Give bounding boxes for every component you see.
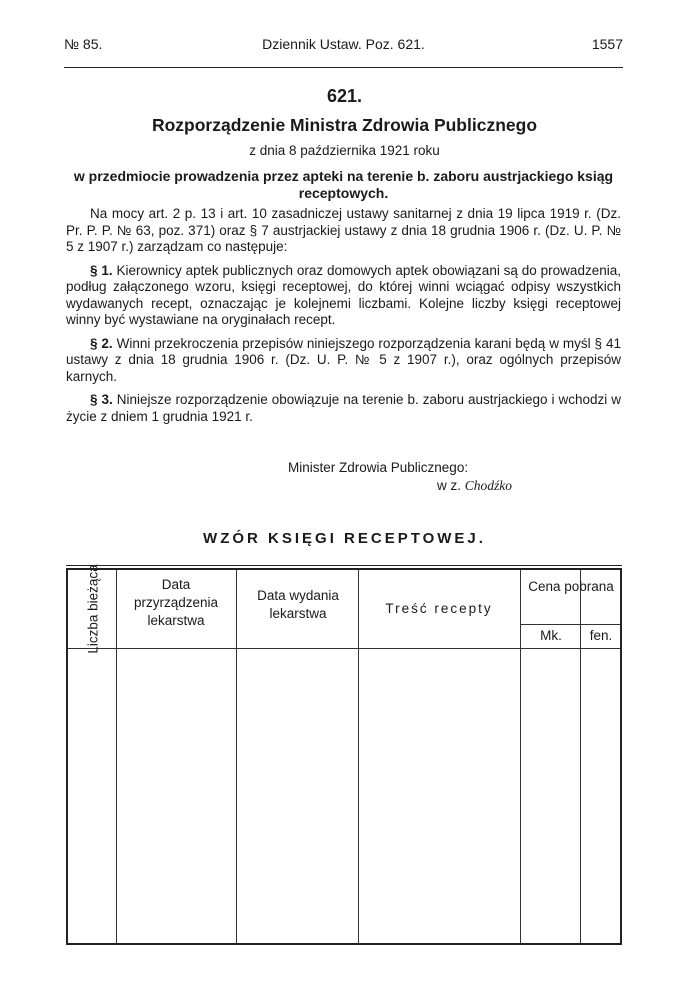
col-price-header: Cena pobrana xyxy=(528,579,614,594)
signature-title: Minister Zdrowia Publicznego: xyxy=(288,460,469,475)
act-date: z dnia 8 października 1921 roku xyxy=(249,143,440,158)
header-rule xyxy=(64,67,623,68)
column-divider xyxy=(358,570,359,943)
prescription-book-table xyxy=(66,564,622,945)
column-divider xyxy=(116,570,117,943)
price-subheader-rule xyxy=(520,624,620,625)
act-body xyxy=(66,206,621,432)
journal-title: Dziennik Ustaw. Poz. 621. xyxy=(262,36,425,52)
preamble: Na mocy art. 2 p. 13 i art. 10 zasadniczej ustawy sanitarnej z dnia 19 lipca 1919 r. (Dz. Pr. P. P. № 63, poz. 371) oraz § 7 austrjackiej ustawy z dnia 18 grudnia 1906 r. (Dz. U. P. № 5 z 1907 r.) zarządzam co następuje: xyxy=(66,206,621,254)
act-number: 621. xyxy=(326,86,363,106)
form-title: WZÓR KSIĘGI RECEPTOWEJ. xyxy=(203,530,486,547)
col-received-header: Data przyrządzenia lekarstwa xyxy=(133,577,219,628)
col-mk-header: Mk. xyxy=(540,628,562,643)
running-header xyxy=(64,36,623,56)
act-title: Rozporządzenie Ministra Zdrowia Publicznego xyxy=(151,115,538,135)
signature-name: Chodźko xyxy=(464,478,513,493)
header-bottom-rule xyxy=(68,648,620,649)
signature-prefix: w z. xyxy=(437,478,462,493)
col-content-header: Treść recepty xyxy=(385,601,493,616)
paragraph-3-label: § 3. xyxy=(90,392,113,407)
paragraph-1-text: Kierownicy aptek publicznych oraz domowych aptek obowiązani są do prowadzenia, podług załączonego wzoru, księgi receptowej, do której winni wciągać odpisy wszystkich wydawanych recept, oznaczając je kolejnemi liczbami. Kolejne liczby księgi receptowej winny być wystawiane na oryginałach recept. xyxy=(66,262,621,327)
page-number: 1557 xyxy=(591,36,623,52)
paragraph-2-text: Winni przekroczenia przepisów niniejszego rozporządzenia karani będą w myśl § 41 ustawy z dnia 18 grudnia 1906 r. (Dz. U. P. № 5 z 1907 r.), oraz ogólnych przepisów karnych. xyxy=(66,335,621,384)
paragraph-1 xyxy=(66,263,621,329)
paragraph-2 xyxy=(66,336,621,386)
column-divider xyxy=(580,570,581,943)
column-divider xyxy=(236,570,237,943)
act-subject: w przedmiocie prowadzenia przez apteki na terenie b. zaboru austrjackiego ksiąg receptowych. xyxy=(73,168,614,201)
paragraph-1-label: § 1. xyxy=(90,262,113,278)
issue-number: № 85. xyxy=(64,36,103,52)
paragraph-3 xyxy=(66,392,621,425)
col-issued-header: Data wydania lekarstwa xyxy=(257,588,339,621)
signature xyxy=(437,478,512,494)
paragraph-3-text: Niniejsze rozporządzenie obowiązuje na terenie b. zaboru austrjackiego i wchodzi w życie z dniem 1 grudnia 1921 r. xyxy=(66,392,621,424)
col-number-header: Liczba bieżąca xyxy=(85,564,101,654)
paragraph-2-label: § 2. xyxy=(90,335,113,351)
column-divider xyxy=(520,570,521,943)
table-top-rule xyxy=(66,565,622,566)
col-fen-header: fen. xyxy=(589,628,613,643)
